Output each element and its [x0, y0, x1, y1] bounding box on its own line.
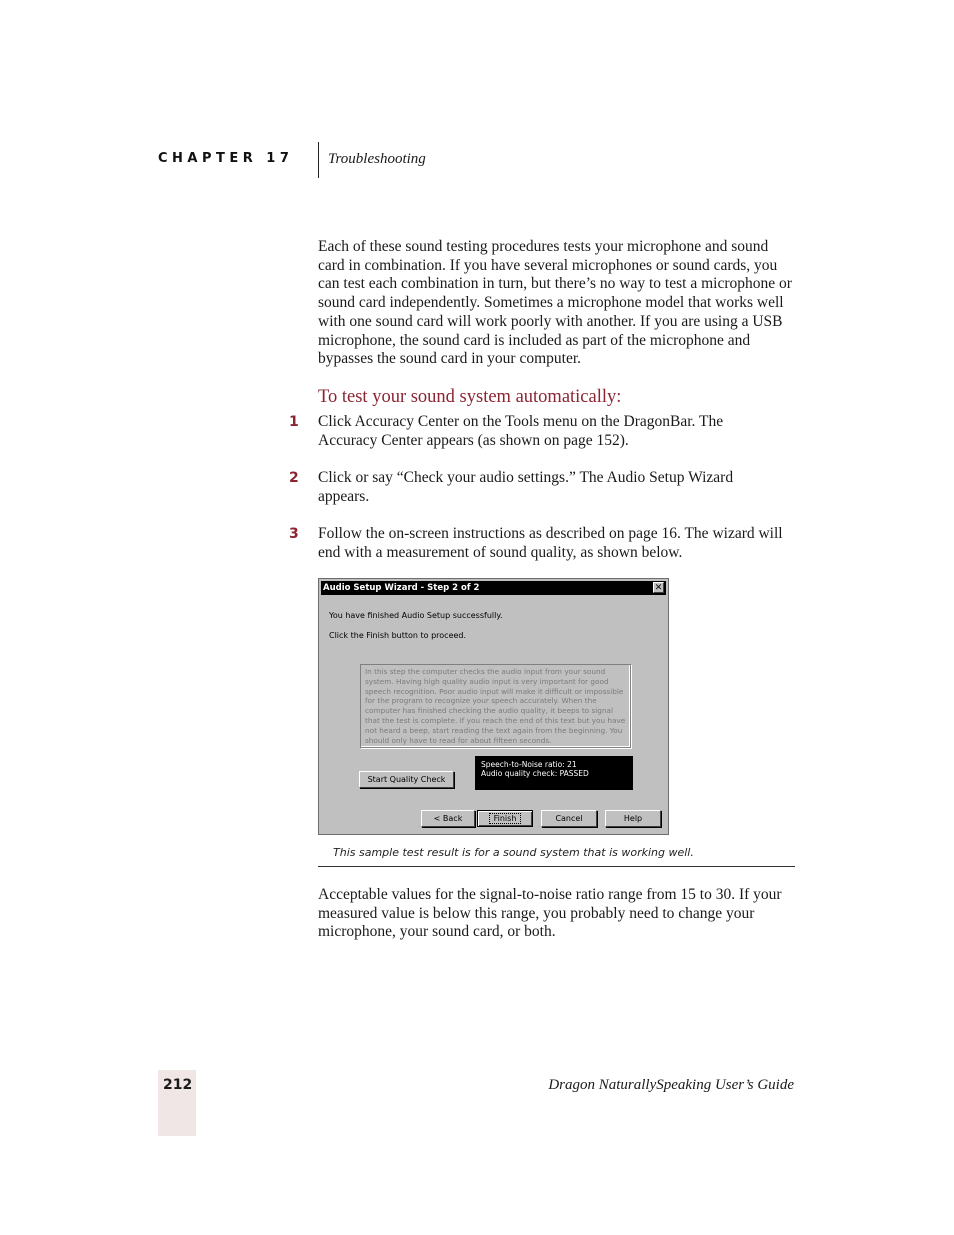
caption-rule: [318, 866, 795, 867]
chapter-label: CHAPTER 17: [158, 151, 294, 166]
cancel-button[interactable]: Cancel: [541, 810, 597, 827]
dialog-title: Audio Setup Wizard - Step 2 of 2: [323, 583, 480, 593]
back-button[interactable]: < Back: [421, 810, 475, 827]
figure-caption: This sample test result is for a sound system that is working well.: [333, 846, 694, 859]
step-number-2: 2: [289, 470, 299, 486]
step-text-2: Click or say “Check your audio settings.” The Audio Setup Wizard appears.: [318, 469, 734, 505]
help-button[interactable]: Help: [605, 810, 661, 827]
dialog-titlebar: [321, 581, 666, 595]
dialog-success-text: You have finished Audio Setup successfully.: [329, 611, 503, 620]
finish-button[interactable]: [477, 810, 533, 827]
step-text-3: Follow the on-screen instructions as described on page 16. The wizard will end with a measurement of sound quality, as shown below.: [318, 525, 783, 561]
info-text-box: In this step the computer checks the audio input from your sound system. Having high quality audio input is very important for good speech recognition. Poor audio input will make it difficult or impossible for the program to recognize your speech accurately. When the computer has finished checking the audio quality, it beeps to signal that the test is complete. If you reach the end of this text but you have not heard a beep, start reading the text again from the beginning. You should only have to read for about fifteen seconds.: [360, 664, 631, 748]
step-text-1: Click Accuracy Center on the Tools menu on the DragonBar. The Accuracy Center appears (as shown on page 152).: [318, 413, 724, 449]
close-icon[interactable]: ✕: [654, 583, 663, 593]
snr-readout: Speech-to-Noise ratio: 21: [481, 760, 577, 769]
quality-status: Audio quality check: PASSED: [481, 769, 589, 778]
audio-setup-dialog: [318, 578, 669, 835]
header-divider: [318, 142, 319, 178]
finish-button-label: Finish: [489, 813, 522, 824]
closing-paragraph: Acceptable values for the signal-to-noise ratio range from 15 to 30. If your measured value is below this range, you probably need to change your microphone, your sound card, or both.: [318, 886, 782, 941]
intro-paragraph: Each of these sound testing procedures tests your microphone and sound card in combination. If you have several microphones or sound cards, you can test each combination in turn, but there’s no way to test a microphone or sound card independently. Sometimes a microphone model that works well with one sound card will work poorly with another. If you are using a USB microphone, the sound card is included as part of the microphone and bypasses the sound card in your computer.: [318, 238, 792, 368]
dialog-instruction-text: Click the Finish button to proceed.: [329, 631, 467, 640]
page-number: 212: [163, 1077, 193, 1093]
procedure-heading: To test your sound system automatically:: [318, 387, 622, 407]
quality-result-box: [475, 756, 633, 790]
start-quality-check-button[interactable]: Start Quality Check: [359, 771, 454, 788]
chapter-title: Troubleshooting: [328, 151, 426, 167]
step-number-1: 1: [289, 414, 299, 430]
step-number-3: 3: [289, 526, 299, 542]
footer-book-title: Dragon NaturallySpeaking User’s Guide: [548, 1077, 794, 1093]
